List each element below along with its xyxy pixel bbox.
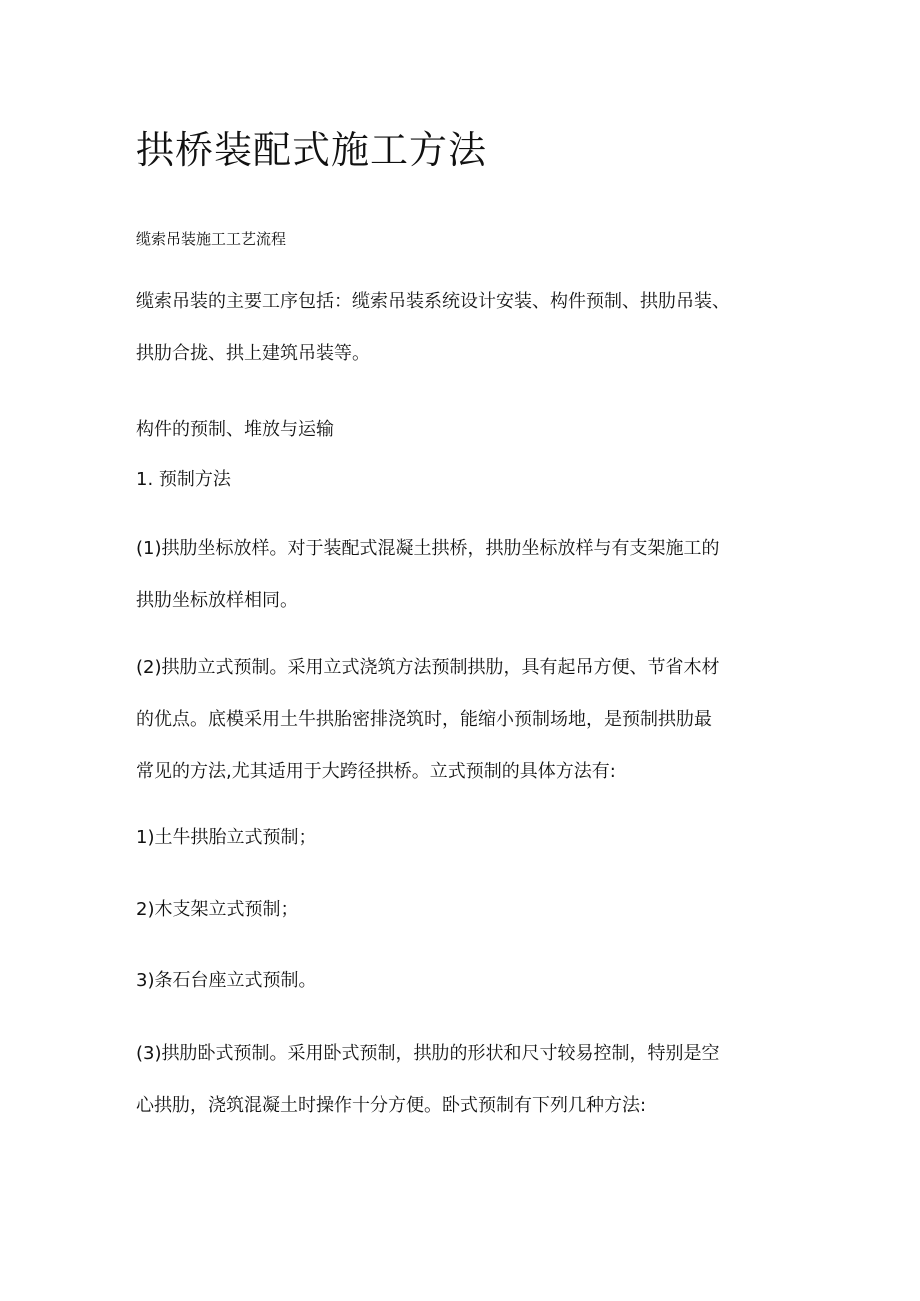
sub-item-2: 2)木支架立式预制； xyxy=(136,899,299,920)
item-2-line-3: 常见的方法,尤其适用于大跨径拱桥。立式预制的具体方法有: xyxy=(136,761,616,782)
intro-paragraph xyxy=(136,276,806,380)
intro-line-2: 拱肋合拢、拱上建筑吊装等。 xyxy=(136,343,370,364)
item-1-line-1: (1)拱肋坐标放样。对于装配式混凝土拱桥，拱肋坐标放样与有支架施工的 xyxy=(136,538,720,559)
item-2-line-1: (2)拱肋立式预制。采用立式浇筑方法预制拱肋，具有起吊方便、节省木材 xyxy=(136,657,720,678)
subsection-heading: 1. 预制方法 xyxy=(136,469,231,490)
document-subtitle: 缆索吊装施工工艺流程 xyxy=(136,230,287,248)
item-1-paragraph xyxy=(136,523,806,627)
sub-item-3: 3)条石台座立式预制。 xyxy=(136,970,317,991)
document-title: 拱桥装配式施工方法 xyxy=(136,128,488,172)
item-3-line-1: (3)拱肋卧式预制。采用卧式预制，拱肋的形状和尺寸较易控制，特别是空 xyxy=(136,1043,720,1064)
intro-line-1: 缆索吊装的主要工序包括：缆索吊装系统设计安装、构件预制、拱肋吊装、 xyxy=(136,291,730,312)
sub-item-1: 1)土牛拱胎立式预制； xyxy=(136,827,317,848)
item-1-line-2: 拱肋坐标放样相同。 xyxy=(136,590,298,611)
item-3-paragraph xyxy=(136,1028,806,1132)
item-2-line-2: 的优点。底模采用土牛拱胎密排浇筑时，能缩小预制场地，是预制拱肋最 xyxy=(136,709,712,730)
item-2-paragraph xyxy=(136,642,806,798)
section-heading: 构件的预制、堆放与运输 xyxy=(136,419,334,440)
item-3-line-2: 心拱肋，浇筑混凝土时操作十分方便。卧式预制有下列几种方法: xyxy=(136,1095,647,1116)
